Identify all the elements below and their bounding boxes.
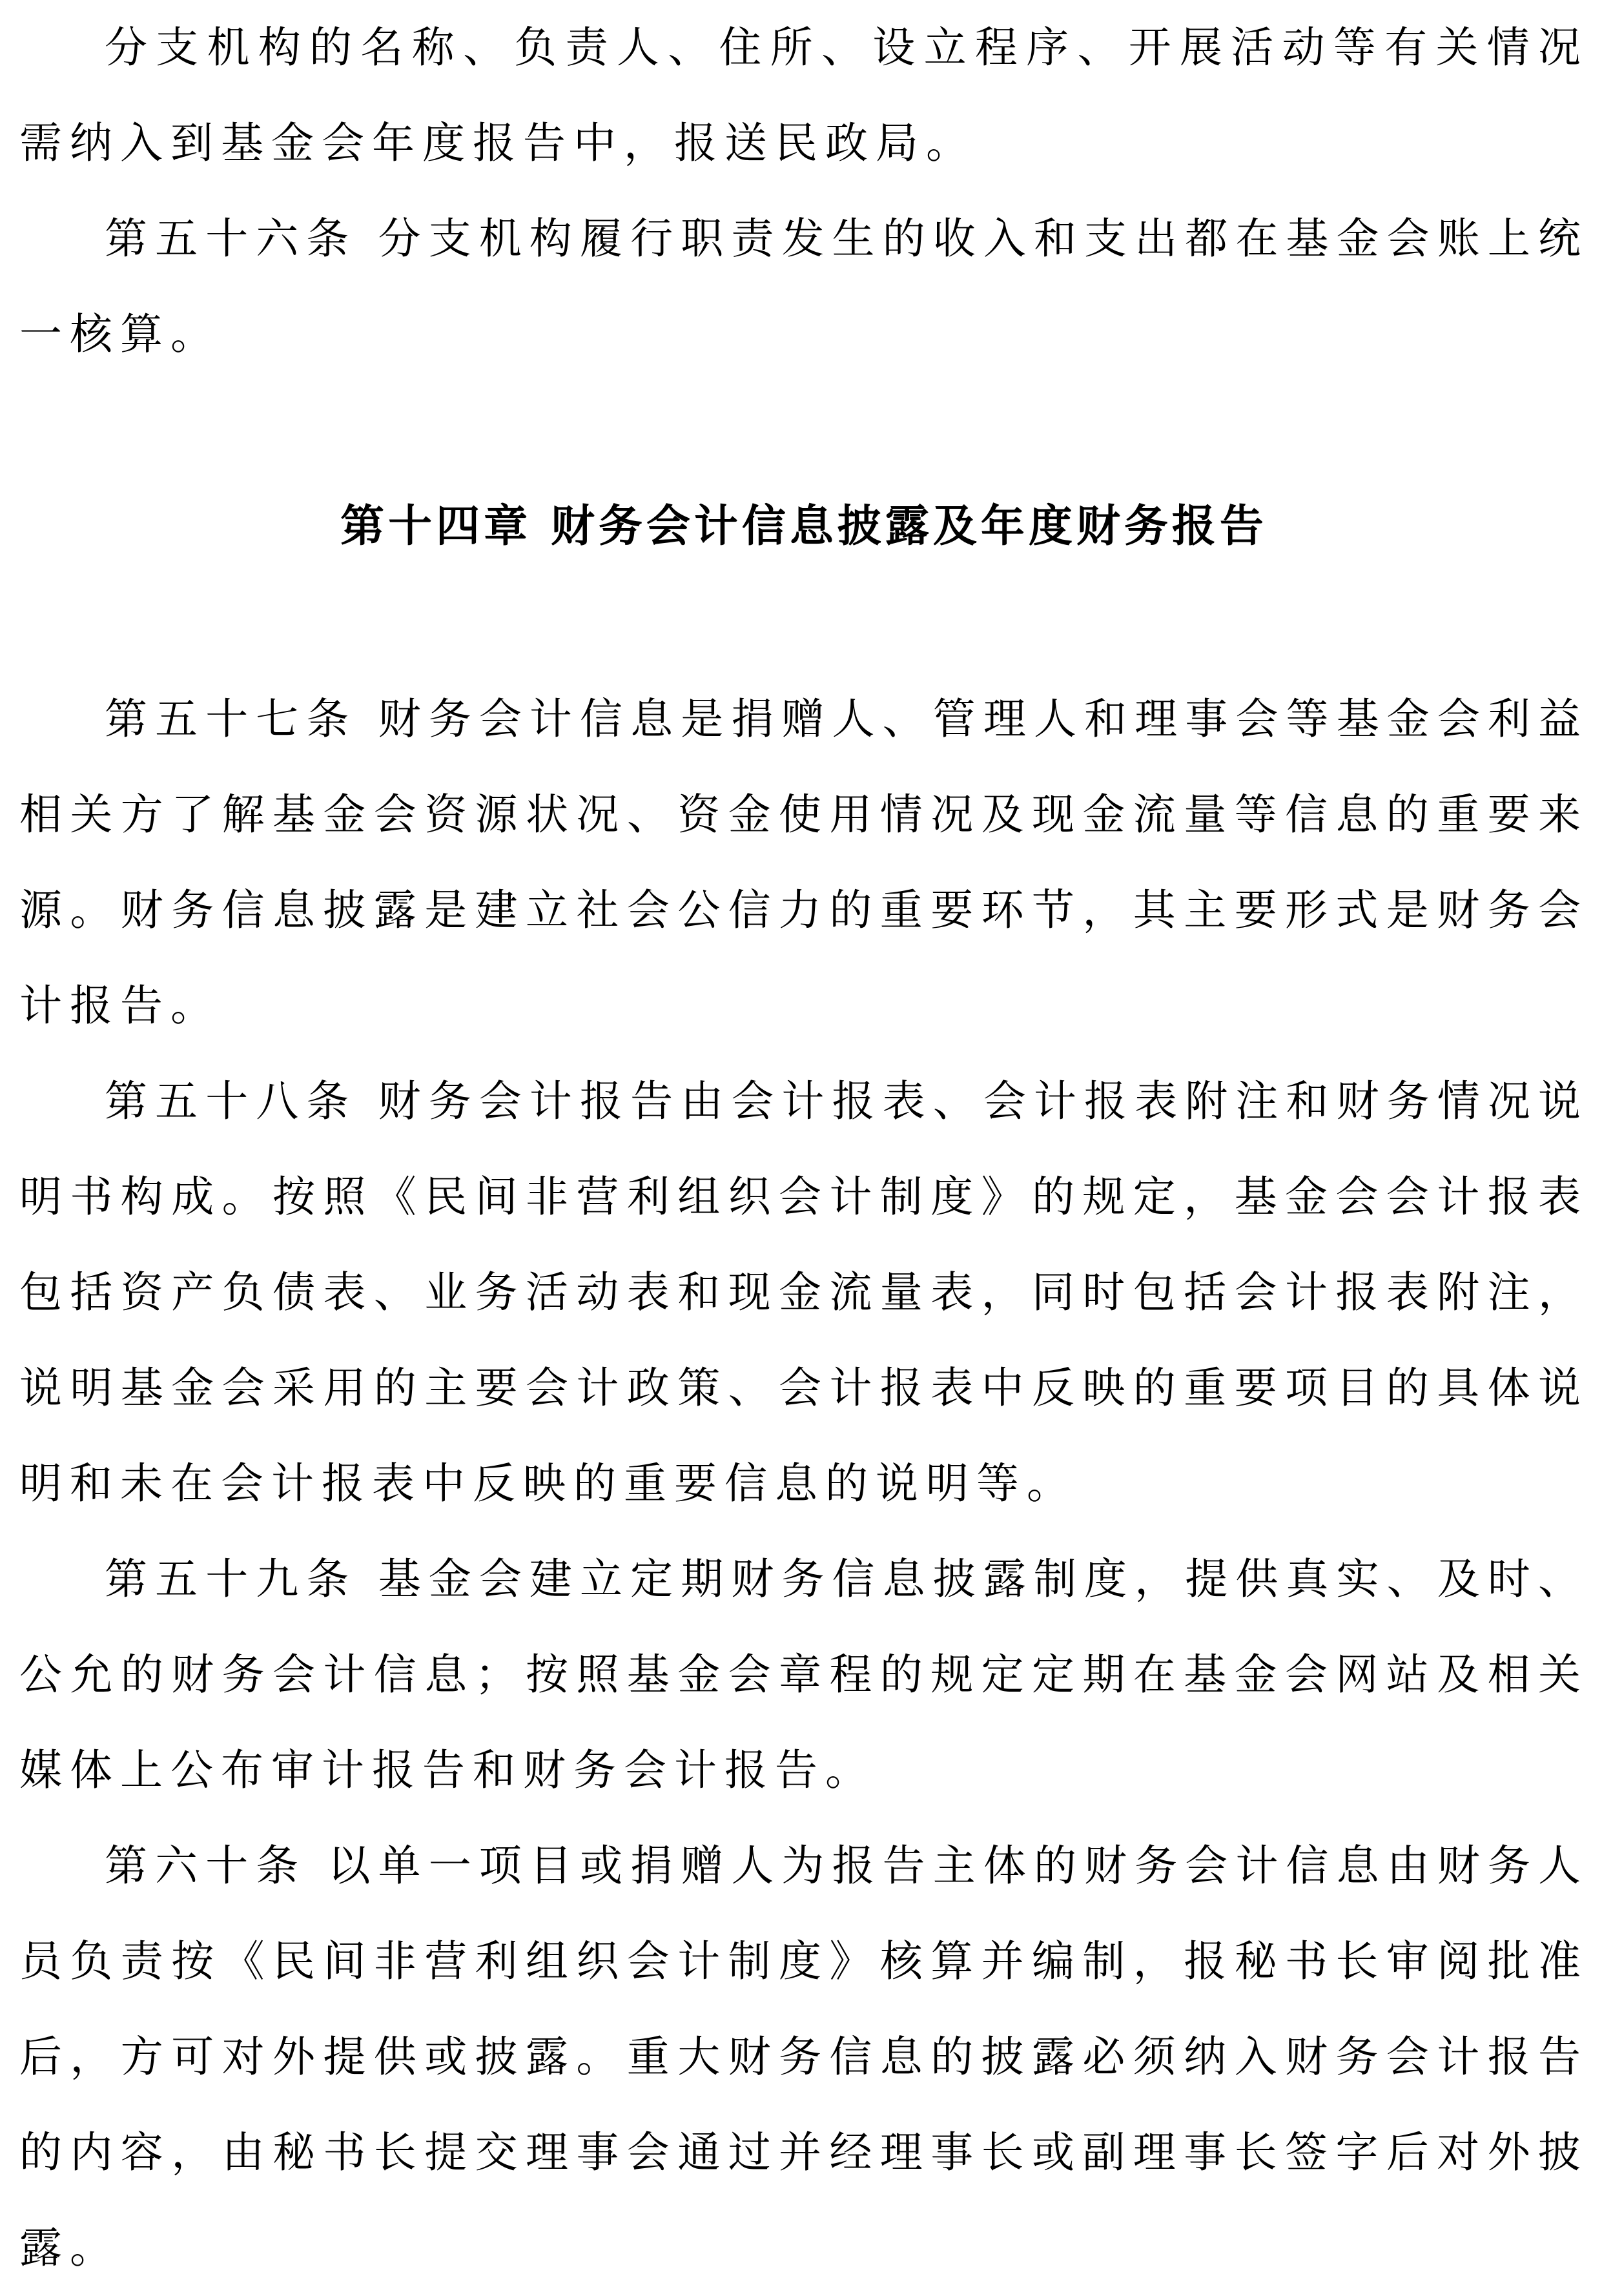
document-page [19,0,1588,2296]
paragraph-article-60: 第六十条 以单一项目或捐赠人为报告主体的财务会计信息由财务人员负责按《民间非营利组织会计制度》核算并编制，报秘书长审阅批准后，方可对外提供或披露。重大财务信息的披露必须纳入财务会计报告的内容，由秘书长提交理事会通过并经理事长或副理事长签字后对外披露。 [19,1841,1588,2273]
paragraph-branch-info: 分支机构的名称、负责人、住所、设立程序、开展活动等有关情况需纳入到基金会年度报告中，报送民政局。 [19,23,1588,168]
paragraph-article-56: 第五十六条 分支机构履行职责发生的收入和支出都在基金会账上统一核算。 [19,214,1588,359]
paragraph-article-59: 第五十九条 基金会建立定期财务信息披露制度，提供真实、及时、公允的财务会计信息；按照基金会章程的规定定期在基金会网站及相关媒体上公布审计报告和财务会计报告。 [19,1554,1588,1795]
chapter-title: 第十四章 财务会计信息披露及年度财务报告 [340,501,1268,552]
paragraph-article-58: 第五十八条 财务会计报告由会计报表、会计报表附注和财务情况说明书构成。按照《民间非营利组织会计制度》的规定，基金会会计报表包括资产负债表、业务活动表和现金流量表，同时包括会计报表附注，说明基金会采用的主要会计政策、会计报表中反映的重要项目的具体说明和未在会计报表中反映的重要信息的说明等。 [19,1076,1588,1508]
paragraph-article-57: 第五十七条 财务会计信息是捐赠人、管理人和理事会等基金会利益相关方了解基金会资源状况、资金使用情况及现金流量等信息的重要来源。财务信息披露是建立社会公信力的重要环节，其主要形式是财务会计报告。 [19,694,1588,1030]
